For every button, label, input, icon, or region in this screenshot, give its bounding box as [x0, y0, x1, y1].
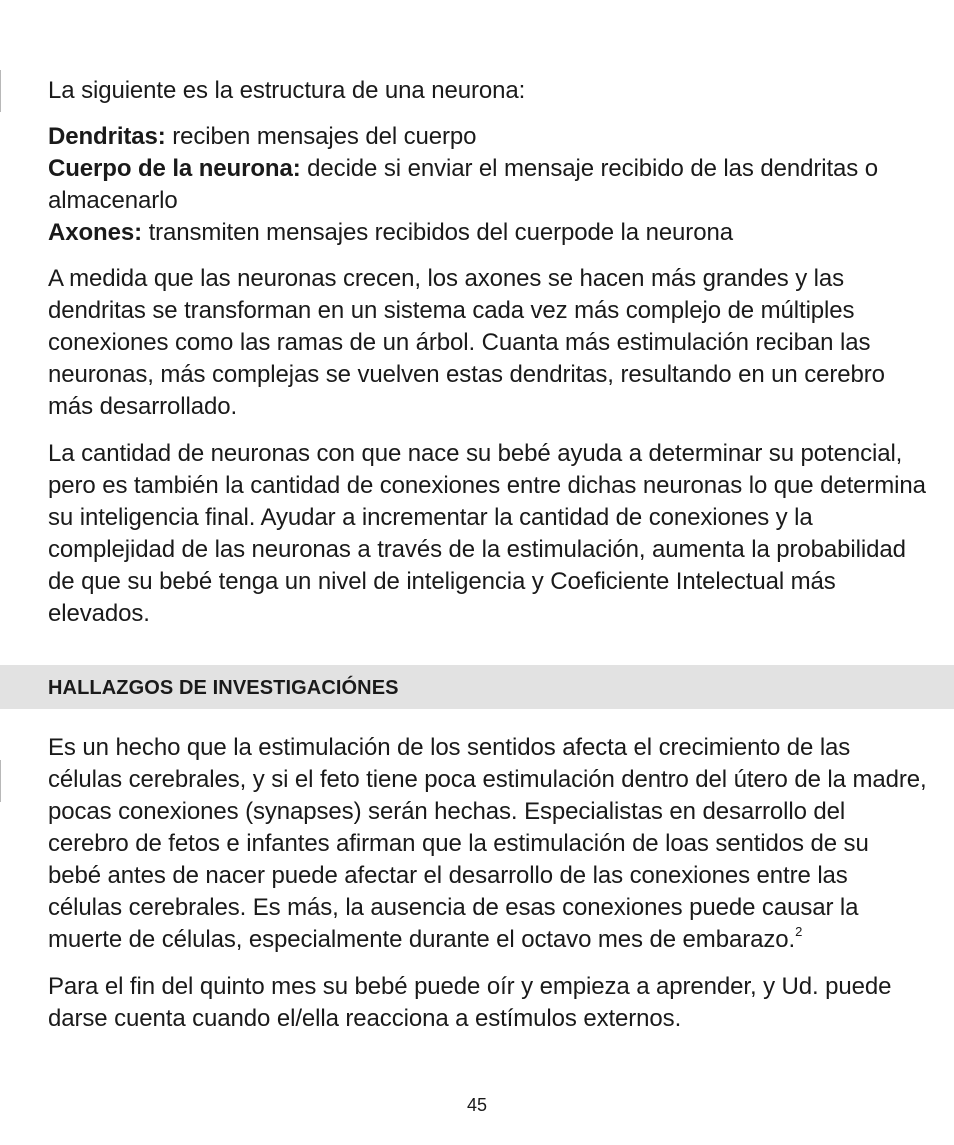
footnote-reference: 2 — [795, 924, 803, 939]
paragraph-stimulation-text: Es un hecho que la estimulación de los sentidos afecta el crecimiento de las células cerebrales, y si el feto tiene poca estimulación dentro del útero de la madre, pocas conexiones (synapses) serán hechas. Especialistas en desarrollo del cerebro de fetos e infantes afirman que la estimulación de loas sentidos de su bebé antes de nacer puede afectar el desarrollo de las conexiones entre las células cerebrales. Es más, la ausencia de esas conexiones puede causar la muerte de células, especialmente durante el octavo mes de embarazo. — [48, 734, 927, 953]
definition-term: Cuerpo de la neurona: — [48, 155, 301, 182]
left-margin-mark-bottom — [0, 760, 1, 802]
definition-text: reciben mensajes del cuerpo — [165, 123, 477, 150]
content-top — [48, 75, 928, 645]
paragraph-fifth-month: Para el fin del quinto mes su bebé puede oír y empieza a aprender, y Ud. puede darse cuenta cuando el/ella reacciona a estímulos externos. — [48, 973, 892, 1032]
content-bottom — [48, 732, 928, 1050]
page-number: 45 — [466, 1095, 488, 1115]
definition-term: Dendritas: — [48, 123, 166, 150]
left-margin-mark-top — [0, 70, 1, 112]
section-header-band — [0, 665, 954, 709]
paragraph-growth: A medida que las neuronas crecen, los axones se hacen más grandes y las dendritas se transforman en un sistema cada vez más complejo de múltiples conexiones como las ramas de un árbol. Cuanta más estimulación reciban las neuronas, más complejas se vuelven estas dendritas, resultando en un cerebro más desarrollado. — [48, 265, 885, 420]
intro-text: La siguiente es la estructura de una neurona: — [48, 77, 526, 104]
paragraph-quantity: La cantidad de neuronas con que nace su bebé ayuda a determinar su potencial, pero es también la cantidad de conexiones entre dichas neuronas lo que determina su inteligencia final. Ayudar a incrementar la cantidad de conexiones y la complejidad de las neuronas a través de la estimulación, aumenta la probabilidad de que su bebé tenga un nivel de inteligencia y Coeficiente Intelectual más elevados. — [48, 440, 926, 627]
neuron-definitions — [48, 121, 928, 249]
definition-text: decide si enviar el mensaje recibido de las dendritas o almacenarlo — [48, 155, 879, 214]
section-title: HALLAZGOS DE INVESTIGACIÓNES — [48, 677, 399, 699]
definition-dendritas — [48, 121, 928, 153]
definition-axones — [48, 217, 928, 249]
paragraph-stimulation — [48, 732, 928, 956]
definition-text: transmiten mensajes recibidos del cuerpode la neurona — [142, 219, 733, 246]
definition-cuerpo — [48, 153, 928, 217]
definition-term: Axones: — [48, 219, 142, 246]
